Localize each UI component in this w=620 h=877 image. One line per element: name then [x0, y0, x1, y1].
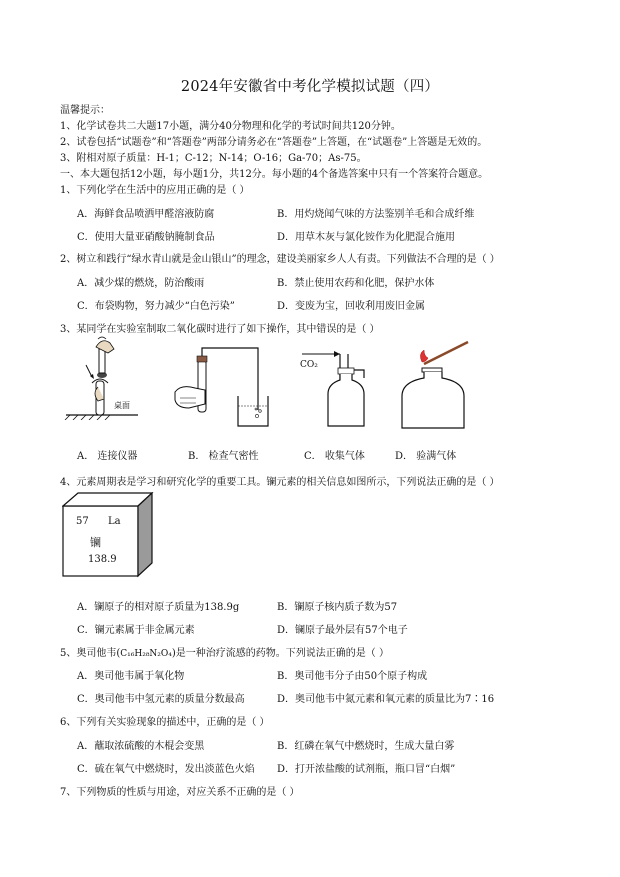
figure-element-cell	[62, 492, 162, 578]
question-1-stem: 1、下列化学在生活中的应用正确的是（ ）	[60, 185, 250, 196]
element-atomic-mass: 138.9	[88, 554, 117, 565]
q3-option-c: C． 收集气体	[304, 451, 365, 462]
q5-option-d: D．奥司他韦中氮元素和氧元素的质量比为7∶16	[277, 694, 495, 705]
question-4-stem: 4、元素周期表是学习和研究化学的重要工具。镧元素的相关信息如图所示，下列说法正确的是（ ）	[60, 477, 500, 488]
question-2-stem: 2、树立和践行“绿水青山就是金山银山”的理念，建设美丽家乡人人有责。下列做法不合理的是（ ）	[60, 254, 500, 265]
q5-stem-suffix: )是一种治疗流感的药物。下列说法正确的是（ ）	[171, 648, 389, 659]
q4-option-c: C．镧元素属于非金属元素	[77, 625, 195, 636]
figure-desk-label: 桌面	[114, 401, 130, 410]
element-symbol: La	[108, 516, 121, 527]
q5-option-c: C．奥司他韦中氢元素的质量分数最高	[77, 694, 245, 705]
q4-option-a: A．镧原子的相对原子质量为138.9g	[77, 602, 240, 613]
element-atomic-number: 57	[76, 516, 89, 527]
q3-option-a: A． 连接仪器	[77, 451, 138, 462]
q1-option-c: C．使用大量亚硝酸钠腌制食品	[77, 232, 215, 243]
tip-3: 3、附相对原子质量：H-1；C-12；N-14；O-16；Ga-70；As-75。	[60, 153, 367, 164]
figure-co2-label: CO₂	[300, 360, 318, 370]
q4-option-b: B．镧原子核内质子数为57	[277, 602, 398, 613]
figure-connect-apparatus	[62, 335, 142, 420]
q3-option-b: B． 检查气密性	[188, 451, 259, 462]
figure-airtightness-check	[172, 340, 272, 430]
tips-heading: 温馨提示：	[60, 105, 110, 116]
question-7-stem: 7、下列物质的性质与用途，对应关系不正确的是（ ）	[60, 787, 300, 798]
section-1-heading: 一、本大题包括12小题，每小题1分，共12分。每小题的4个备选答案中只有一个答案符合题意。	[60, 169, 489, 180]
q2-option-b: B．禁止使用农药和化肥，保护水体	[277, 278, 435, 289]
q2-option-d: D．变废为宝，回收利用废旧金属	[277, 301, 426, 312]
q6-option-a: A．蘸取浓硫酸的木棍会变黑	[77, 741, 205, 752]
tip-1: 1、化学试卷共二大题17小题，满分40分物理和化学的考试时间共120分钟。	[60, 121, 401, 132]
page-title: 2024年安徽省中考化学模拟试题（四）	[180, 79, 440, 95]
q5-stem-prefix: 5、奥司他韦(	[60, 648, 121, 659]
q4-option-d: D．镧原子最外层有57个电子	[277, 625, 408, 636]
q2-option-a: A．减少煤的燃烧，防治酸雨	[77, 278, 205, 289]
q6-option-c: C．硫在氧气中燃烧时，发出淡蓝色火焰	[77, 764, 255, 775]
q1-option-d: D．用草木灰与氯化铵作为化肥混合施用	[277, 232, 456, 243]
q2-option-c: C．布袋购物，努力减少“白色污染”	[77, 301, 235, 312]
q6-option-d: D．打开浓盐酸的试剂瓶，瓶口冒“白烟”	[277, 764, 456, 775]
q5-formula: C₁₆H₂₈N₂O₄	[120, 649, 172, 659]
question-6-stem: 6、下列有关实验现象的描述中，正确的是（ ）	[60, 717, 270, 728]
question-3-stem: 3、某同学在实验室制取二氧化碳时进行了如下操作，其中错误的是（ ）	[60, 324, 380, 335]
tip-2: 2、试卷包括“试题卷”和“答题卷”两部分请务必在“答题卷”上答题，在“试题卷”上答题是无效的。	[60, 137, 488, 148]
q1-option-b: B．用灼烧闻气味的方法鉴别羊毛和合成纤维	[277, 209, 475, 220]
q6-option-b: B．红磷在氧气中燃烧时，生成大量白雾	[277, 741, 455, 752]
q3-option-d: D． 验满气体	[395, 451, 457, 462]
q5-option-a: A．奥司他韦属于氧化物	[77, 671, 185, 682]
question-5-stem	[60, 644, 389, 659]
q5-option-b: B．奥司他韦分子由50个原子构成	[277, 671, 428, 682]
element-name: 镧	[90, 536, 101, 549]
figure-check-full	[396, 338, 476, 430]
q1-option-a: A．海鲜食品喷洒甲醛溶液防腐	[77, 209, 215, 220]
